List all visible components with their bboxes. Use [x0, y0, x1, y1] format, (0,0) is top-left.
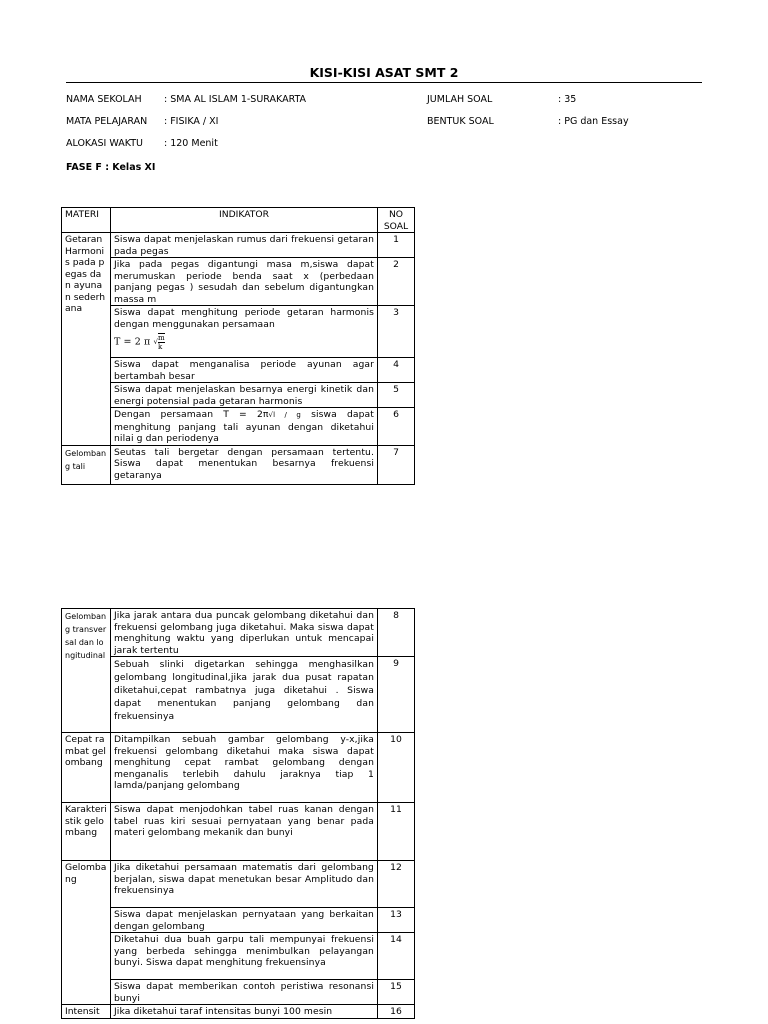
no-soal-cell: 1: [378, 233, 415, 258]
indikator-cell: Siswa dapat menjelaskan pernyataan yang berkaitan dengan gelombang: [111, 908, 378, 933]
materi-cell: Cepat rambat gelombang: [62, 733, 111, 803]
no-soal-cell: 13: [378, 908, 415, 933]
table-row: [62, 803, 415, 861]
pi-symbol: π: [262, 409, 269, 420]
table-row: [62, 609, 415, 657]
materi-cell: Gelombang: [62, 861, 111, 1005]
table-row: [62, 358, 415, 383]
materi-cell: Gelombang transversal dan longitudinal: [62, 609, 111, 733]
table-row: [62, 258, 415, 306]
period-formula: [114, 333, 165, 351]
header-materi: MATERI: [62, 208, 111, 233]
formula-denominator: k: [158, 343, 163, 351]
table-row: [62, 408, 415, 446]
alokasi-waktu-value: : 120 Menit: [164, 138, 218, 149]
no-soal-cell: 9: [378, 657, 415, 733]
table-row: [62, 861, 415, 908]
indikator-cell: Ditampilkan sebuah gambar gelombang y-x,jika frekuensi gelombang diketahui maka siswa dapat menghitung cepat rambat gelombang dengan menganalis terlebih dahulu jaraknya tiap 1 lamda/panjang gelombang: [111, 733, 378, 803]
no-soal-cell: 15: [378, 980, 415, 1005]
no-soal-cell: 4: [378, 358, 415, 383]
table-row: [62, 733, 415, 803]
no-soal-cell: 5: [378, 383, 415, 408]
title-rule: [66, 82, 702, 83]
no-soal-cell: 14: [378, 933, 415, 980]
kisi-table-part-2: [61, 608, 415, 1019]
table-row: [62, 980, 415, 1005]
indikator-text: Siswa dapat menghitung periode getaran harmonis dengan menggunakan persamaan: [114, 307, 374, 330]
sqrt-fraction: √ $\frac{m}{k}$: [153, 334, 165, 351]
no-soal-cell: 8: [378, 609, 415, 657]
formula-trail-text: siswa dapat menghitung panjang tali ayunan dengan diketahui nilai g dan periodenya: [114, 409, 374, 444]
no-soal-cell: 7: [378, 445, 415, 484]
materi-cell: Getaran Harmonis pada pegas dan ayunan sederhana: [62, 233, 111, 446]
materi-cell: Gelombang tali: [62, 445, 111, 484]
pi-symbol: π: [144, 336, 151, 348]
indikator-cell: [111, 408, 378, 446]
indikator-cell: Diketahui dua buah garpu tali mempunyai frekuensi yang berbeda sehingga menimbulkan pelayangan bunyi. Siswa dapat menghitung frekuensinya: [111, 933, 378, 980]
bentuk-soal-value: : PG dan Essay: [558, 116, 629, 127]
indikator-cell: Jika pada pegas digantungi masa m,siswa dapat merumuskan periode benda saat x (perbedaan panjang pegas ) sesudah dan sebelum digantungkan massa m: [111, 258, 378, 306]
no-soal-cell: 10: [378, 733, 415, 803]
indikator-cell: Seutas tali bergetar dengan persamaan tertentu. Siswa dapat menentukan besarnya frekuensi getaranya: [111, 445, 378, 484]
table-row: [62, 445, 415, 484]
indikator-cell: Jika diketahui taraf intensitas bunyi 100 mesin: [111, 1005, 378, 1019]
alokasi-waktu-label: ALOKASI WAKTU: [66, 138, 143, 149]
table-row: [62, 383, 415, 408]
nama-sekolah-value: : SMA AL ISLAM 1-SURAKARTA: [164, 94, 307, 105]
table-row: [62, 233, 415, 258]
indikator-cell: Siswa dapat menjodohkan tabel ruas kanan dengan tabel ruas kiri sesuai pernyataan yang benar pada materi gelombang mekanik dan bunyi: [111, 803, 378, 861]
header-indikator: INDIKATOR: [111, 208, 378, 233]
jumlah-soal-label: JUMLAH SOAL: [427, 94, 493, 105]
jumlah-soal-value: : 35: [558, 94, 577, 105]
kisi-table-part-1: [61, 207, 415, 485]
indikator-cell: Jika diketahui persamaan matematis dari gelombang berjalan, siswa dapat menetukan besar Amplitudo dan frekuensinya: [111, 861, 378, 908]
indikator-cell: Siswa dapat menganalisa periode ayunan agar bertambah besar: [111, 358, 378, 383]
indikator-cell: Siswa dapat memberikan contoh peristiwa resonansi bunyi: [111, 980, 378, 1005]
fase-heading: FASE F : Kelas XI: [66, 162, 156, 173]
formula-prefix: T = 2: [114, 336, 141, 348]
indikator-cell: Siswa dapat menjelaskan rumus dari frekuensi getaran pada pegas: [111, 233, 378, 258]
indikator-cell: Jika jarak antara dua puncak gelombang diketahui dan frekuensi gelombang juga diketahui. Maka siswa dapat menghitung waktu yang diperlukan untuk mencapai jarak tertentu: [111, 609, 378, 657]
formula-numerator: m: [158, 334, 165, 342]
sqrt-l-over-g: √l / g: [268, 411, 301, 419]
header-no-soal: NO SOAL: [378, 208, 415, 233]
table-row: [62, 908, 415, 933]
table-row: [62, 933, 415, 980]
no-soal-cell: 3: [378, 306, 415, 358]
mata-pelajaran-label: MATA PELAJARAN: [66, 116, 148, 127]
formula-lead-text: Dengan persamaan T = 2: [114, 409, 263, 420]
indikator-cell: [111, 306, 378, 358]
table-header-row: [62, 208, 415, 233]
mata-pelajaran-value: : FISIKA / XI: [164, 116, 219, 127]
no-soal-cell: 2: [378, 258, 415, 306]
bentuk-soal-label: BENTUK SOAL: [427, 116, 494, 127]
indikator-cell: Siswa dapat menjelaskan besarnya energi kinetik dan energi potensial pada getaran harmonis: [111, 383, 378, 408]
no-soal-cell: 6: [378, 408, 415, 446]
no-soal-cell: 12: [378, 861, 415, 908]
table-row: [62, 1005, 415, 1019]
materi-cell: Karakteristik gelombang: [62, 803, 111, 861]
indikator-cell: Sebuah slinki digetarkan sehingga menghasilkan gelombang longitudinal,jika jarak dua pusat rapatan diketahui,cepat rambatnya juga diketahui . Siswa dapat menentukan panjang gelombang dan frekuensinya: [111, 657, 378, 733]
no-soal-cell: 11: [378, 803, 415, 861]
table-row: [62, 306, 415, 358]
table-row: [62, 657, 415, 733]
nama-sekolah-label: NAMA SEKOLAH: [66, 94, 142, 105]
materi-cell: Intensit: [62, 1005, 111, 1019]
document-title: KISI-KISI ASAT SMT 2: [309, 65, 459, 80]
no-soal-cell: 16: [378, 1005, 415, 1019]
